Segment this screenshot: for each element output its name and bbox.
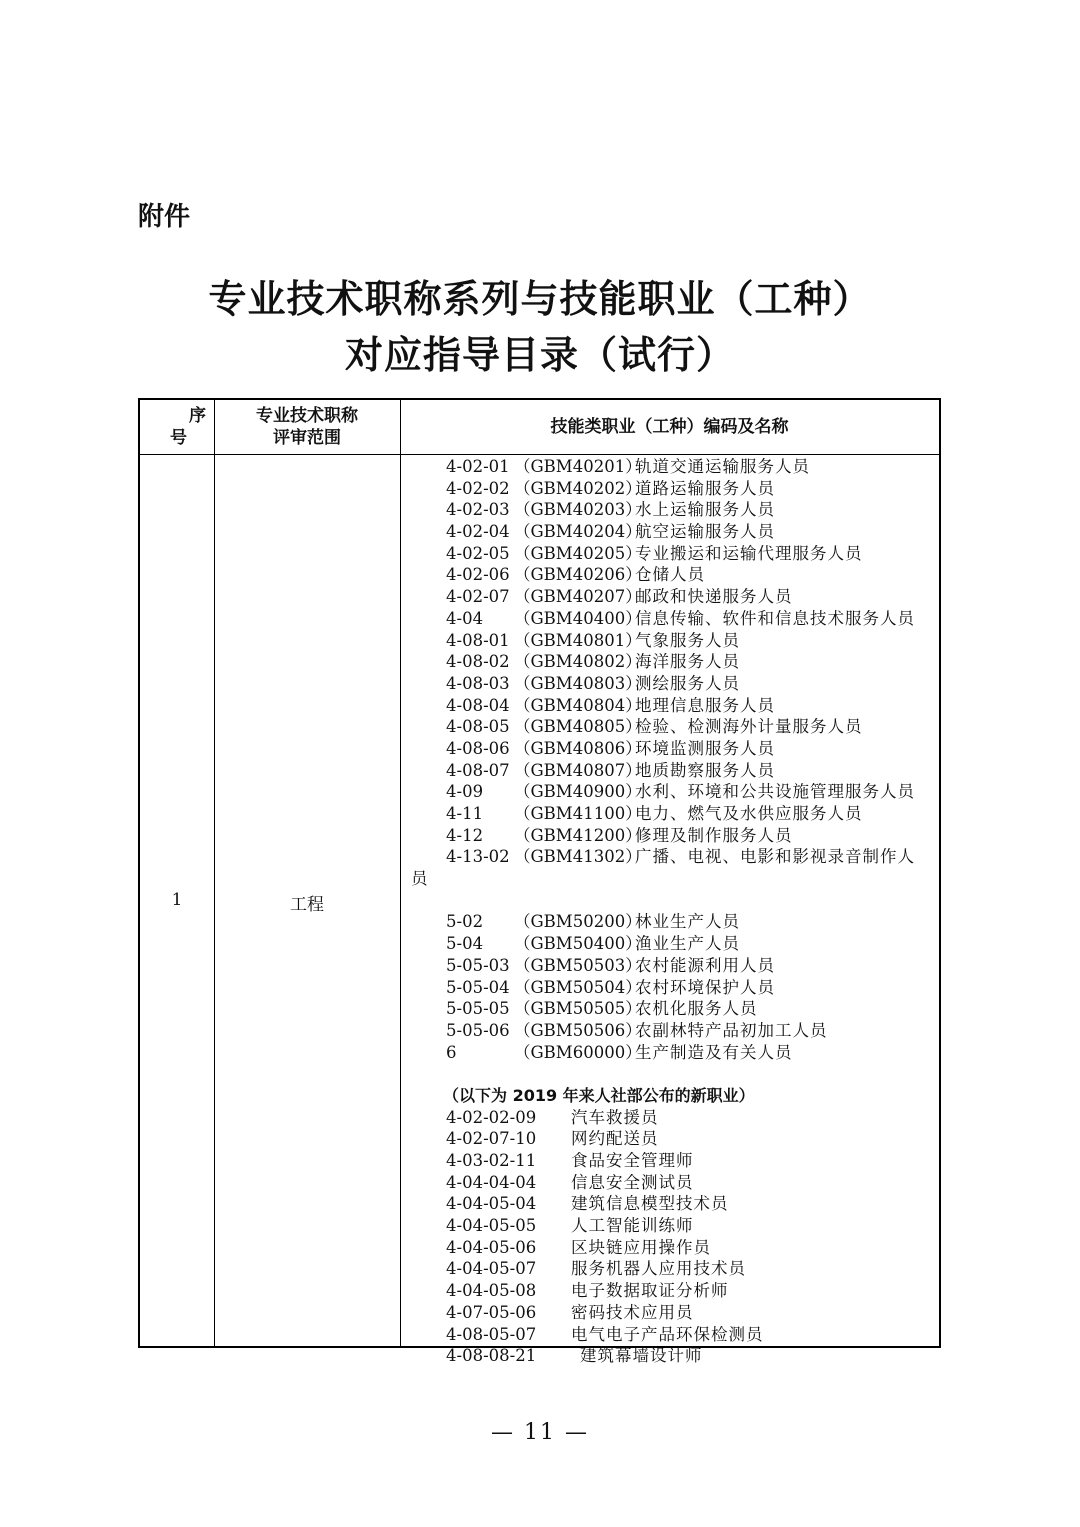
occupation-code: 5-05-03 <box>446 955 510 975</box>
occupation-gb-code: （GBM40801） <box>514 630 642 650</box>
occupation-gb-code: （GBM40807） <box>514 760 642 780</box>
occupation-code: 6 <box>446 1042 457 1062</box>
occupation-gb-code: （GBM40900） <box>514 782 642 802</box>
new-occupations-note <box>401 1085 939 1107</box>
occupation-row <box>401 781 939 803</box>
occupation-code: 4-08-05-07 <box>446 1324 537 1344</box>
occupation-name: 农村环境保护人员 <box>635 977 775 997</box>
occupation-name: 道路运输服务人员 <box>635 478 775 498</box>
occupation-name: 测绘服务人员 <box>635 673 740 693</box>
occupation-gb-code: （GBM50504） <box>514 977 642 997</box>
occupation-row <box>401 998 939 1020</box>
occupation-name: 信息传输、软件和信息技术服务人员 <box>635 608 915 628</box>
occupation-name: 电力、燃气及水供应服务人员 <box>635 804 863 823</box>
occupation-name: 渔业生产人员 <box>635 934 740 954</box>
header-scope <box>214 405 400 449</box>
occupation-code: 5-05-05 <box>446 999 510 1019</box>
occupation-code: 4-04-05-08 <box>446 1281 537 1301</box>
occupation-row <box>401 1302 939 1324</box>
occupation-code: 4-03-02-11 <box>446 1151 537 1170</box>
occupation-gb-code: （GBM50400） <box>514 934 642 954</box>
occupation-code: 4-02-05 <box>446 543 510 563</box>
occupation-code: 4-04 <box>446 608 484 628</box>
occupation-row <box>401 1345 939 1367</box>
occupation-code: 4-08-07 <box>446 760 510 780</box>
occupation-gb-code: （GBM50200） <box>514 912 642 932</box>
header-scope-line1: 专业技术职称 <box>256 406 358 426</box>
occupation-name: 仓储人员 <box>635 565 705 585</box>
occupation-code: 5-04 <box>446 934 484 954</box>
occupation-row <box>401 543 939 565</box>
occupation-name: 修理及制作服务人员 <box>635 825 793 845</box>
wrapped-line <box>401 868 939 890</box>
occupation-row <box>401 456 939 478</box>
occupation-code: 4-07-05-06 <box>446 1302 537 1322</box>
occupation-row <box>401 586 939 608</box>
occupation-row <box>401 651 939 673</box>
occupation-code: 4-02-04 <box>446 522 510 542</box>
scope-value: 工程 <box>290 895 324 915</box>
wrapped-text: 员 <box>411 869 428 889</box>
occupation-row <box>401 1172 939 1194</box>
occupation-row <box>401 803 939 825</box>
occupation-row <box>401 846 939 868</box>
header-seq-line1: 序 <box>189 406 206 426</box>
occupation-code: 4-09 <box>446 782 484 802</box>
occupation-name: 网约配送员 <box>571 1129 659 1149</box>
occupation-name: 邮政和快递服务人员 <box>635 587 793 607</box>
occupation-row <box>401 1237 939 1259</box>
occupation-name: 生产制造及有关人员 <box>635 1042 793 1062</box>
occupation-row <box>401 825 939 847</box>
occupation-row <box>401 564 939 586</box>
occupation-name: 广播、电视、电影和影视录音制作人 <box>635 847 915 867</box>
occupation-name: 密码技术应用员 <box>571 1302 694 1322</box>
occupation-row <box>401 1324 939 1346</box>
occupation-gb-code: （GBM40202） <box>514 478 642 498</box>
occupation-code: 4-08-03 <box>446 673 510 693</box>
occupation-name: 区块链应用操作员 <box>571 1237 711 1257</box>
seq-value: 1 <box>171 890 183 910</box>
occupation-name: 地质勘察服务人员 <box>635 760 775 780</box>
occupation-gb-code: （GBM40203） <box>514 500 642 520</box>
occupation-gb-code: （GBM41200） <box>514 825 642 845</box>
occupation-code: 4-02-02-09 <box>446 1107 537 1127</box>
occupation-name: 环境监测服务人员 <box>635 738 775 758</box>
occupation-name: 林业生产人员 <box>635 912 740 932</box>
occupation-code: 4-02-06 <box>446 565 510 585</box>
document-title-line1: 专业技术职称系列与技能职业（工种） <box>208 276 872 321</box>
occupation-table <box>138 398 941 1366</box>
occupation-row <box>401 499 939 521</box>
occupation-name: 电气电子产品环保检测员 <box>571 1324 764 1344</box>
occupation-code: 4-02-01 <box>446 457 510 476</box>
occupation-name: 农副林特产品初加工人员 <box>635 1020 828 1040</box>
occupation-row <box>401 673 939 695</box>
occupation-code: 4-12 <box>446 825 484 845</box>
occupation-code: 4-02-03 <box>446 500 510 520</box>
column-divider <box>214 400 215 1346</box>
spacer <box>401 890 939 912</box>
occupation-gb-code: （GBM40207） <box>514 587 642 607</box>
occupation-name: 服务机器人应用技术员 <box>571 1259 746 1279</box>
occupation-row <box>401 521 939 543</box>
occupation-code: 4-08-04 <box>446 695 510 715</box>
occupation-gb-code: （GBM60000） <box>514 1042 642 1062</box>
occupation-code: 5-05-06 <box>446 1020 510 1040</box>
occupation-name: 人工智能训练师 <box>571 1216 694 1236</box>
occupation-row <box>401 955 939 977</box>
header-divider <box>140 454 939 455</box>
occupation-row <box>401 977 939 999</box>
occupation-code: 4-08-01 <box>446 630 510 650</box>
occupation-gb-code: （GBM40201） <box>514 457 642 476</box>
occupation-gb-code: （GBM41302） <box>514 847 642 867</box>
attachment-label: 附件 <box>138 202 191 232</box>
occupation-row <box>401 1020 939 1042</box>
occupation-row <box>401 738 939 760</box>
occupation-name: 电子数据取证分析师 <box>571 1281 729 1301</box>
occupation-gb-code: （GBM50505） <box>514 999 642 1019</box>
occupation-code: 4-02-02 <box>446 478 510 498</box>
occupation-row <box>401 933 939 955</box>
spacer <box>401 1063 939 1085</box>
occupation-row <box>401 1128 939 1150</box>
occupation-gb-code: （GBM40400） <box>514 608 642 628</box>
occupation-gb-code: （GBM40804） <box>514 695 642 715</box>
occupation-group-1 <box>401 456 939 868</box>
occupation-name: 水上运输服务人员 <box>635 500 775 520</box>
occupation-name: 轨道交通运输服务人员 <box>635 457 810 476</box>
occupation-name: 农机化服务人员 <box>635 999 758 1019</box>
occupation-gb-code: （GBM50503） <box>514 955 642 975</box>
page-number: — 11 — <box>491 1420 589 1445</box>
occupation-gb-code: （GBM40806） <box>514 738 642 758</box>
header-seq-line2: 号 <box>170 428 187 448</box>
occupation-group-2 <box>401 911 939 1063</box>
occupation-row <box>401 1042 939 1064</box>
occupation-code: 4-04-05-04 <box>446 1194 537 1214</box>
occupation-name: 汽车救援员 <box>571 1107 659 1127</box>
occupation-code: 4-13-02 <box>446 847 510 867</box>
occupation-name: 建筑幕墙设计师 <box>580 1346 703 1366</box>
occupation-list <box>401 456 939 1367</box>
occupation-name: 食品安全管理师 <box>571 1151 694 1170</box>
occupation-row <box>401 1258 939 1280</box>
occupation-row <box>401 1193 939 1215</box>
note-text: （以下为 2019 年来人社部公布的新职业） <box>443 1085 755 1105</box>
occupation-code: 4-02-07-10 <box>446 1129 537 1149</box>
occupation-code: 4-08-06 <box>446 738 510 758</box>
occupation-name: 检验、检测海外计量服务人员 <box>635 717 863 737</box>
occupation-row <box>401 630 939 652</box>
occupation-code: 5-05-04 <box>446 977 510 997</box>
header-scope-line2: 评审范围 <box>273 428 341 448</box>
occupation-code: 5-02 <box>446 912 484 932</box>
occupation-group-3 <box>401 1107 939 1367</box>
occupation-gb-code: （GBM40206） <box>514 565 642 585</box>
header-seq <box>140 405 214 449</box>
occupation-name: 农村能源利用人员 <box>635 955 775 975</box>
occupation-row <box>401 760 939 782</box>
occupation-name: 建筑信息模型技术员 <box>571 1194 729 1214</box>
occupation-row <box>401 695 939 717</box>
occupation-code: 4-04-05-07 <box>446 1259 537 1279</box>
occupation-row <box>401 1107 939 1129</box>
occupation-name: 气象服务人员 <box>635 630 740 650</box>
occupation-row <box>401 1280 939 1302</box>
occupation-gb-code: （GBM40802） <box>514 652 642 672</box>
header-occupation: 技能类职业（工种）编码及名称 <box>550 417 789 437</box>
occupation-gb-code: （GBM40803） <box>514 673 642 693</box>
occupation-name: 水利、环境和公共设施管理服务人员 <box>635 782 915 802</box>
occupation-gb-code: （GBM40204） <box>514 522 642 542</box>
document-title-line2: 对应指导目录（试行） <box>344 332 735 377</box>
occupation-code: 4-08-08-21 <box>446 1346 537 1366</box>
occupation-code: 4-02-07 <box>446 587 510 607</box>
occupation-row <box>401 1215 939 1237</box>
occupation-row <box>401 716 939 738</box>
occupation-code: 4-08-05 <box>446 717 510 737</box>
occupation-code: 4-11 <box>446 804 484 823</box>
occupation-name: 专业搬运和运输代理服务人员 <box>635 543 863 563</box>
occupation-code: 4-04-05-06 <box>446 1237 537 1257</box>
occupation-name: 信息安全测试员 <box>571 1172 694 1192</box>
occupation-row <box>401 478 939 500</box>
occupation-name: 航空运输服务人员 <box>635 522 775 542</box>
occupation-code: 4-04-05-05 <box>446 1216 537 1236</box>
occupation-row <box>401 1150 939 1172</box>
occupation-gb-code: （GBM50506） <box>514 1020 642 1040</box>
occupation-row <box>401 911 939 933</box>
occupation-gb-code: （GBM40805） <box>514 717 642 737</box>
occupation-gb-code: （GBM41100） <box>514 804 642 823</box>
occupation-name: 海洋服务人员 <box>635 652 740 672</box>
occupation-row <box>401 608 939 630</box>
occupation-gb-code: （GBM40205） <box>514 543 642 563</box>
occupation-code: 4-04-04-04 <box>446 1172 537 1192</box>
occupation-name: 地理信息服务人员 <box>635 695 775 715</box>
occupation-code: 4-08-02 <box>446 652 510 672</box>
